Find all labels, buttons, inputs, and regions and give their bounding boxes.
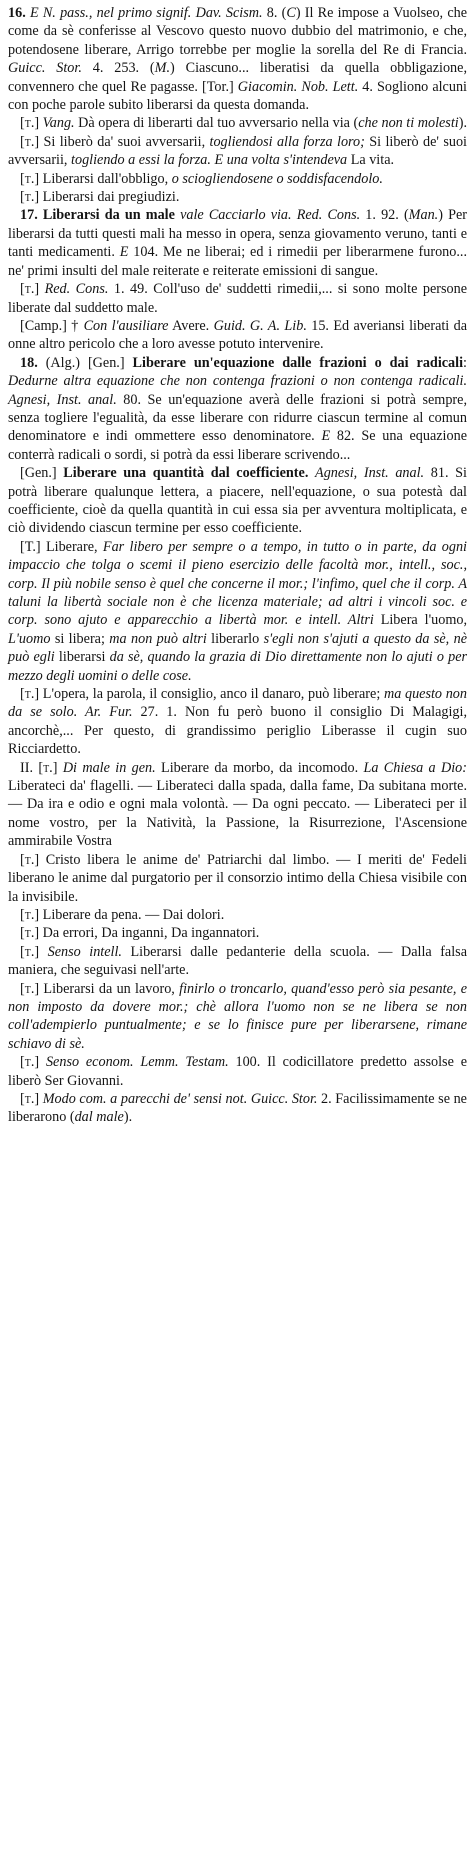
entry-paragraph-p18d: [t.] L'opera, la parola, il consiglio, anco il danaro, può liberare; ma questo non da se solo. Ar. Fur. 27. 1. Non fu però buono il consiglio Di Malagigi, ancorchè,... Per questo, di grandissimo periglio Liberasse il cugin suo Ricciardetto.	[8, 686, 467, 758]
entry-paragraph-pIIc: [t.] Liberare da pena. — Dai dolori.	[20, 906, 225, 923]
entry-paragraph-pIIb: [t.] Cristo libera le anime de' Patriarchi dal limbo. — I meriti de' Fedeli liberano le anime dal purgatorio per il consorzio intimo della Chiesa visibile con la invisibile.	[8, 851, 467, 905]
entry-paragraph-p18c: [T.] Liberare, Far libero per sempre o a tempo, in tutto o in parte, da ogni impaccio che tolga o scemi il pieno esercizio delle facoltà mor., intell., soc., corp. Il più nobile senso è quel che concerne il mor.; l'infimo, quel che il corp. A taluni la libertà sociale non è che licenza materiale; ad altri i vincoli soc. e corp. sono ajuto e apparecchio a libertà mor. e intell. Altri Libera l'uomo, L'uomo si libera; ma non può altri liberarlo s'egli non s'ajuti a questo da sè, nè può egli liberarsi da sè, quando la grazia di Dio direttamente non lo ajuti o per mezzo degli uomini o delle cose.	[8, 538, 468, 684]
entry-paragraph-p18: 18. (Alg.) [Gen.] Liberare un'equazione dalle frazioni o dai radicali: Dedurne altra equazione che non contenga frazioni o non contenga radicali. Agnesi, Inst. anal. 80. Se un'equazione averà delle frazioni si potrà sempre, senza togliere l'egualità, da esse liberare con ridurre ciascun termine al comun denominatore e indi ommettere esso denominatore. E 82. Se una equazione conterrà radicali o sordi, si potrà da essi liberare scrivendo...	[8, 354, 467, 463]
entry-paragraph-p16b: [t.] Vang. Dà opera di liberarti dal tuo avversario nella via (che non ti molesti).	[20, 115, 467, 132]
entry-paragraph-pIIf: [t.] Liberarsi da un lavoro, finirlo o troncarlo, quand'esso però sia pesante, e non imposto da dovere mor.; chè allora l'uomo non se ne libera se non coll'adempierlo puntualmente; e se lo finisce pure per liberarsene, rimane schiavo di sè.	[8, 980, 467, 1052]
entry-paragraph-p17: 17. Liberarsi da un male vale Cacciarlo via. Red. Cons. 1. 92. (Man.) Per liberarsi da tutti questi mali ha messo in opera, senza giovamento veruno, tanti e tanti medicamenti. E 104. Me ne liberai; ed i rimedii per liberarmene furono... ne' primi insulti del male reiterate e reiterate emissioni di sangue.	[8, 207, 468, 279]
entry-paragraph-p17b: [t.] Red. Cons. 1. 49. Coll'uso de' suddetti rimedii,... si sono molte persone liberate dal suddetto male.	[8, 281, 467, 316]
entry-paragraph-pIId: [t.] Da errori, Da inganni, Da ingannatori.	[20, 925, 260, 942]
entry-paragraph-pIIg: [t.] Senso econom. Lemm. Testam. 100. Il codicillatore predetto assolse e liberò Ser Giovanni.	[8, 1054, 468, 1089]
entry-paragraph-p16d: [t.] Liberarsi dall'obbligo, o sciogliendosene o soddisfacendolo.	[20, 170, 383, 187]
entry-paragraph-p16c: [t.] Si liberò da' suoi avversarii, togliendosi alla forza loro; Si liberò de' suoi avversarii, togliendo a essi la forza. E una volta s'intendeva La vita.	[8, 133, 467, 169]
entry-paragraph-pII: II. [t.] Di male in gen. Liberare da morbo, da incomodo. La Chiesa a Dio: Liberateci da' flagelli. — Liberateci dalla spada, dalla fame, Da subitana morte. — Da ira e odio e ogni mala volontà. — Da ogni peccato. — Liberateci per il nome vostro, per la Natività, la Passione, la Risurrezione, l'Ascensione ammirabile Vostra	[8, 759, 467, 850]
entry-paragraph-p18b: [Gen.] Liberare una quantità dal coefficiente. Agnesi, Inst. anal. 81. Si potrà liberare qualunque lettera, a piacere, nell'equazione, o sua potestà dal coefficiente, cioè da quella quantità in cui essa sia per avventura moltiplicata, e ciò dividendo ciascun termine per esso coefficiente.	[8, 465, 467, 537]
entry-paragraph-pIIh: [t.] Modo com. a parecchi de' sensi not. Guicc. Stor. 2. Facilissimamente se ne liberarono (dal male).	[8, 1090, 467, 1126]
entry-paragraph-p17c: [Camp.] † Con l'ausiliare Avere. Guid. G. A. Lib. 15. Ed averiansi liberati da onne altro pericolo che a loro avesse potuto intervenire.	[8, 317, 468, 353]
entry-paragraph-p16e: [t.] Liberarsi dai pregiudizi.	[20, 189, 180, 206]
entry-paragraph-pIIe: [t.] Senso intell. Liberarsi dalle pedanterie della scuola. — Dalla falsa maniera, che seguivasi nell'arte.	[8, 943, 467, 979]
entry-paragraph-p16: 16. E N. pass., nel primo signif. Dav. Scism. 8. (C) Il Re impose a Vuolseo, che come da sè conferisse al Vescovo questo nuovo dubbio del matrimonio, e che, potendosene liberare, Arrigo torrebbe per moglie la sorella del Re di Francia. Guicc. Stor. 4. 253. (M.) Ciascuno... liberatisi da quella obbligazione, convennero che quel Re pagasse. [Tor.] Giacomin. Nob. Lett. 4. Sogliono alcuni con poche parole subito liberarsi da questa domanda.	[8, 5, 468, 114]
